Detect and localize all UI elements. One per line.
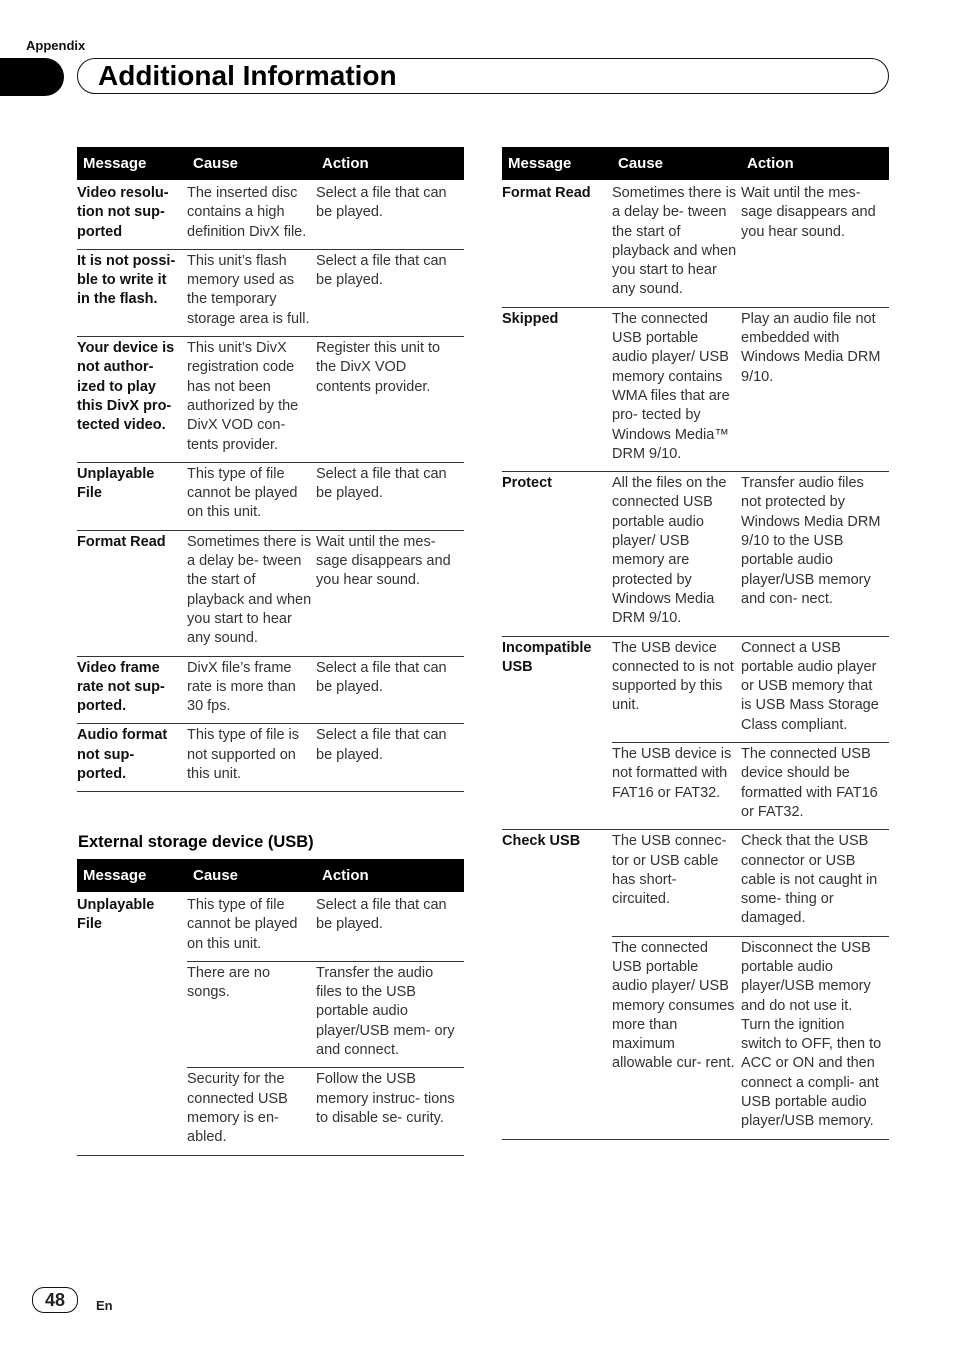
cause-cell: Sometimes there is a delay be- tween the start of playback and when you start to hear any sound. — [612, 180, 741, 307]
message-cell — [502, 743, 612, 830]
action-cell: Transfer the audio files to the USB portable audio player/USB mem- ory and connect. — [316, 961, 464, 1067]
table-header-row — [77, 859, 464, 892]
message-cell: Video frame rate not sup- ported. — [77, 656, 187, 724]
cause-cell: Security for the connected USB memory is en- abled. — [187, 1068, 316, 1155]
message-cell: Skipped — [502, 307, 612, 471]
message-cell: Format Read — [502, 180, 612, 307]
page-number: 48 — [32, 1287, 78, 1313]
message-cell: Your device is not author- ized to play this DivX pro- tected video. — [77, 337, 187, 463]
action-cell: Select a file that can be played. — [316, 249, 464, 336]
table-row — [502, 472, 889, 636]
table-header-row — [77, 147, 464, 180]
cause-cell: The USB device is not formatted with FAT16 or FAT32. — [612, 743, 741, 830]
action-cell: Transfer audio files not protected by Windows Media DRM 9/10 to the USB portable audio player/USB memory and con- nect. — [741, 472, 889, 636]
table-row — [502, 636, 889, 742]
title-banner — [77, 58, 889, 94]
table-row — [77, 337, 464, 463]
action-cell: Select a file that can be played. — [316, 462, 464, 530]
cause-cell: This type of file cannot be played on this unit. — [187, 462, 316, 530]
action-cell: Select a file that can be played. — [316, 892, 464, 961]
table-row — [77, 180, 464, 249]
column-header-message: Message — [77, 147, 187, 180]
message-cell — [502, 936, 612, 1139]
cause-cell: The connected USB portable audio player/ USB memory consumes more than maximum allowable cur- rent. — [612, 936, 741, 1139]
action-cell: Follow the USB memory instruc- tions to disable se- curity. — [316, 1068, 464, 1155]
action-cell: Play an audio file not embedded with Windows Media DRM 9/10. — [741, 307, 889, 471]
action-cell: Disconnect the USB portable audio player/USB memory and do not use it. Turn the ignition switch to OFF, then to ACC or ON and then connect a compli- ant USB portable audio player/USB memory. — [741, 936, 889, 1139]
action-cell: Connect a USB portable audio player or USB memory that is USB Mass Storage Class compliant. — [741, 636, 889, 742]
column-header-action: Action — [316, 147, 464, 180]
cause-cell: Sometimes there is a delay be- tween the start of playback and when you start to hear any sound. — [187, 530, 316, 656]
table-row — [77, 656, 464, 724]
action-cell: Select a file that can be played. — [316, 180, 464, 249]
table-row — [77, 530, 464, 656]
cause-cell: This type of file is not supported on this unit. — [187, 724, 316, 792]
message-cell: Protect — [502, 472, 612, 636]
usb-message-table-continued — [502, 147, 889, 1140]
action-cell: Wait until the mes- sage disappears and you hear sound. — [741, 180, 889, 307]
action-cell: Check that the USB connector or USB cable is not caught in some- thing or damaged. — [741, 830, 889, 936]
message-cell: Audio format not sup- ported. — [77, 724, 187, 792]
table-row — [77, 724, 464, 792]
column-header-cause: Cause — [612, 147, 741, 180]
cause-cell: The USB connec- tor or USB cable has short- circuited. — [612, 830, 741, 936]
cause-cell: The inserted disc contains a high definition DivX file. — [187, 180, 316, 249]
language-label: En — [96, 1298, 113, 1313]
cause-cell: This unit’s DivX registration code has not been authorized by the DivX VOD con- tents provider. — [187, 337, 316, 463]
message-cell — [77, 961, 187, 1067]
message-cell: Unplayable File — [77, 462, 187, 530]
action-cell: Wait until the mes- sage disappears and you hear sound. — [316, 530, 464, 656]
message-cell: Incompatible USB — [502, 639, 592, 675]
message-cell: Format Read — [77, 530, 187, 656]
cause-cell: DivX file’s frame rate is more than 30 fps. — [187, 656, 316, 724]
message-cell: Check USB — [502, 833, 581, 850]
cause-cell: The connected USB portable audio player/ USB memory contains WMA files that are pro- tected by Windows Media™ DRM 9/10. — [612, 307, 741, 471]
table-row — [502, 180, 889, 307]
table-row — [502, 936, 889, 1139]
action-cell: Select a file that can be played. — [316, 656, 464, 724]
message-cell — [77, 1068, 187, 1155]
cause-cell: All the files on the connected USB portable audio player/ USB memory are protected by Windows Media DRM 9/10. — [612, 472, 741, 636]
column-header-action: Action — [741, 147, 889, 180]
cause-cell: This type of file cannot be played on this unit. — [187, 892, 316, 961]
table-row — [502, 830, 889, 936]
message-cell: Video resolu- tion not sup- ported — [77, 180, 187, 249]
action-cell: Register this unit to the DivX VOD contents provider. — [316, 337, 464, 463]
action-cell: Select a file that can be played. — [316, 724, 464, 792]
divx-message-table — [77, 147, 464, 792]
column-header-cause: Cause — [187, 147, 316, 180]
table-header-row — [502, 147, 889, 180]
table-row — [77, 1068, 464, 1155]
cause-cell: There are no songs. — [187, 961, 316, 1067]
title-tab-marker — [0, 58, 64, 96]
action-cell: The connected USB device should be formatted with FAT16 or FAT32. — [741, 743, 889, 830]
table-row — [77, 892, 464, 961]
cause-cell: The USB device connected to is not supported by this unit. — [612, 636, 741, 742]
column-header-message: Message — [77, 859, 187, 892]
table-row — [502, 743, 889, 830]
section-label: Appendix — [26, 38, 86, 53]
message-cell: It is not possi- ble to write it in the flash. — [77, 249, 187, 336]
usb-message-table — [77, 859, 464, 1156]
usb-section-heading: External storage device (USB) — [78, 833, 314, 851]
table-row — [77, 462, 464, 530]
column-header-message: Message — [502, 147, 612, 180]
table-row — [502, 307, 889, 471]
column-header-cause: Cause — [187, 859, 316, 892]
table-row — [77, 961, 464, 1067]
message-cell: Unplayable File — [77, 897, 155, 933]
column-header-action: Action — [316, 859, 464, 892]
cause-cell: This unit’s flash memory used as the temporary storage area is full. — [187, 249, 316, 336]
page-title: Additional Information — [98, 60, 397, 91]
table-row — [77, 249, 464, 336]
